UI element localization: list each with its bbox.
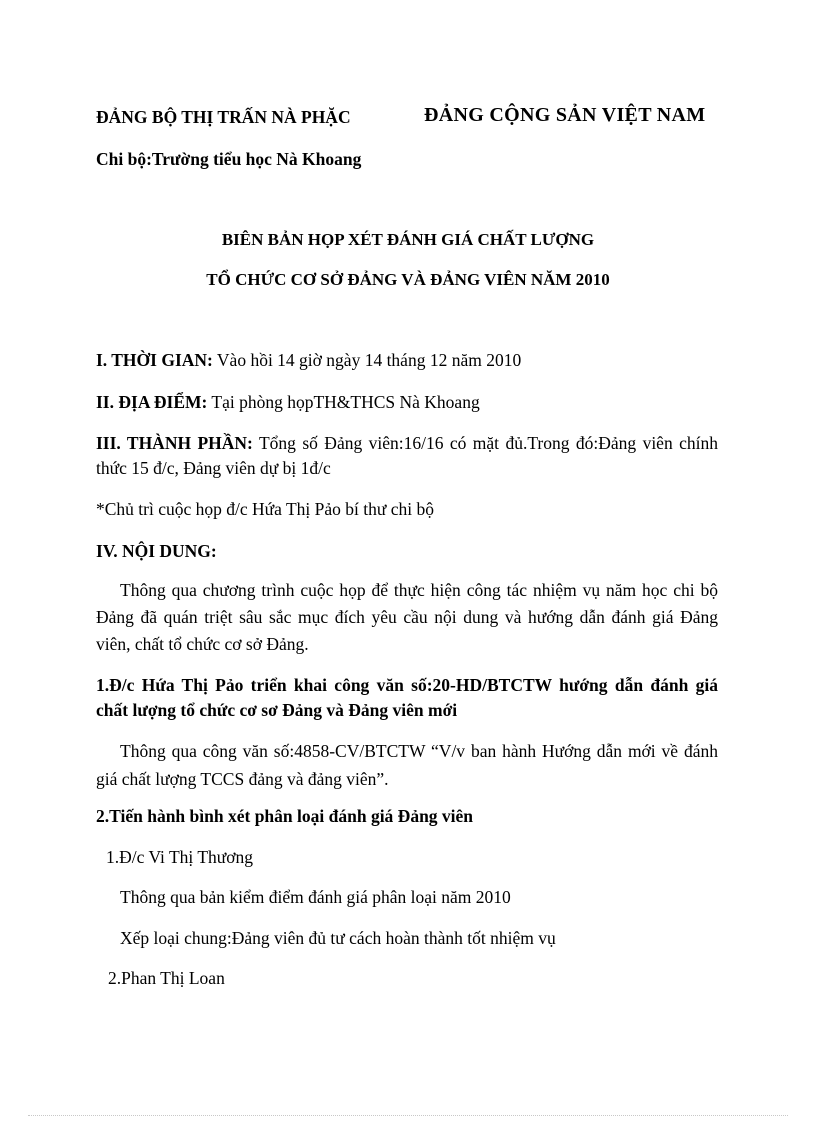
time-label: I. THỜI GIAN: <box>96 350 213 370</box>
members-paragraph <box>96 431 718 481</box>
content-paragraph: Thông qua chương trình cuộc họp để thực hiện công tác nhiệm vụ năm học chi bộ Đảng đã quán triệt sâu sắc mục đích yêu cầu nội dung và hướng dẫn đánh giá Đảng viên, chất tổ chức cơ sở Đảng. <box>96 580 718 654</box>
place-label: II. ĐỊA ĐIỂM: <box>96 392 208 412</box>
chair-note: *Chủ trì cuộc họp đ/c Hứa Thị Pảo bí thư chi bộ <box>96 499 434 519</box>
member2-name: 2.Phan Thị Loan <box>108 968 225 988</box>
time-value: Vào hồi 14 giờ ngày 14 tháng 12 năm 2010 <box>212 350 522 370</box>
item2-heading: 2.Tiến hành bình xét phân loại đánh giá Đảng viên <box>96 806 474 826</box>
time-row <box>96 349 521 371</box>
member1-result: Xếp loại chung:Đảng viên đủ tư cách hoàn thành tốt nhiệm vụ <box>120 928 556 948</box>
item1-body: Thông qua công văn số:4858-CV/BTCTW “V/v ban hành Hướng dẫn mới về đánh giá chất lượng TCCS đảng và đảng viên”. <box>96 741 718 789</box>
members-label: III. THÀNH PHẦN: <box>96 433 253 453</box>
members-value: Tổng số Đảng viên:16/16 có mặt đủ.Trong đó:Đảng viên chính thức 15 đ/c, Đảng viên dự bị 1đ/c <box>96 433 718 478</box>
item1-heading: 1.Đ/c Hứa Thị Pảo triển khai công văn số:20-HD/BTCTW hướng dẫn đánh giá chất lượng tổ chức cơ sơ Đảng và Đảng viên mới <box>96 675 718 720</box>
title-line-2: TỔ CHỨC CƠ SỞ ĐẢNG VÀ ĐẢNG VIÊN NĂM 2010 <box>206 270 610 289</box>
place-row <box>96 391 480 413</box>
member1-name: 1.Đ/c Vi Thị Thương <box>106 847 253 867</box>
content-label: IV. NỘI DUNG: <box>96 541 217 561</box>
org-left: ĐẢNG BỘ THỊ TRẤN NÀ PHẶC <box>96 107 351 127</box>
branch-name: Chi bộ:Trường tiểu học Nà Khoang <box>96 149 362 169</box>
title-line-1: BIÊN BẢN HỌP XÉT ĐÁNH GIÁ CHẤT LƯỢNG <box>221 230 595 249</box>
place-value: Tại phòng họpTH&THCS Nà Khoang <box>207 392 480 412</box>
party-name: ĐẢNG CỘNG SẢN VIỆT NAM <box>424 104 706 126</box>
member1-review: Thông qua bản kiểm điểm đánh giá phân loại năm 2010 <box>120 887 511 907</box>
page-bottom-rule <box>28 1115 788 1116</box>
